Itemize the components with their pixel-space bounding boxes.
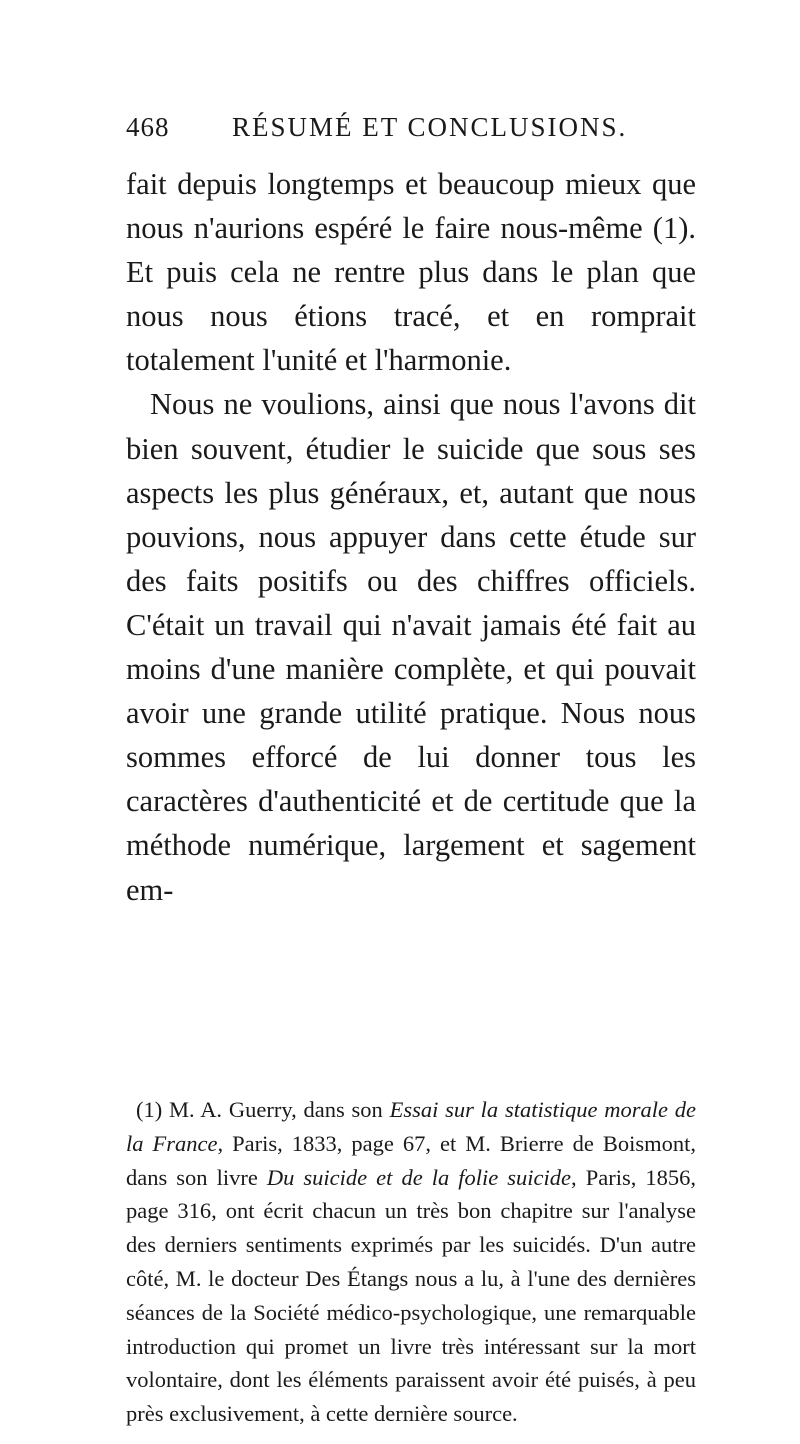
- footnote-segment: , Paris, 1833, page 67, et M. Brierre de Boismont, dans son livre: [126, 1130, 696, 1190]
- footnote-book-title: Essai sur la statistique morale de la France: [126, 1097, 696, 1156]
- footnote-text: [126, 1093, 696, 1431]
- page-number: 468: [126, 112, 170, 142]
- page-header: [126, 112, 686, 152]
- footnote-book-title: Du suicide et de la folie suicide: [266, 1164, 572, 1190]
- running-title: RÉSUMÉ ET CONCLUSIONS.: [232, 112, 628, 142]
- paragraph: Nous ne voulions, ainsi que nous l'avons dit bien souvent, étudier le suicide que sous ses aspects les plus généraux, et, autant que nous pouvions, nous appuyer dans cette étude sur des faits positifs ou des chiffres officiels. C'était un travail qui n'avait jamais été fait au moins d'une manière complète, et qui pouvait avoir une grande utilité pratique. Nous nous sommes efforcé de lui donner tous les caractères d'authenticité et de certitude que la méthode numérique, largement et sagement em-: [126, 387, 696, 907]
- footnote: [126, 1093, 696, 1431]
- main-text: [126, 162, 696, 912]
- footnote-segment: (1) M. A. Guerry, dans son: [136, 1097, 390, 1122]
- paragraph-continuation: fait depuis longtemps et beaucoup mieux que nous n'aurions espéré le faire nous-même (1). Et puis cela ne rentre plus dans le plan que nous nous étions tracé, et en romprait totalement l'unité et l'harmonie.: [126, 167, 696, 378]
- footnote-segment: , Paris, 1856, page 316, ont écrit chacun un très bon chapitre sur l'analyse des derniers sentiments exprimés par les suicidés. D'un autre côté, M. le docteur Des Étangs nous a lu, à l'une des dernières séances de la Société médico-psychologique, une remarquable introduction qui promet un livre très intéressant sur la mort volontaire, dont les éléments paraissent avoir été puisés, à peu près exclusivement, à cette dernière source.: [126, 1164, 697, 1427]
